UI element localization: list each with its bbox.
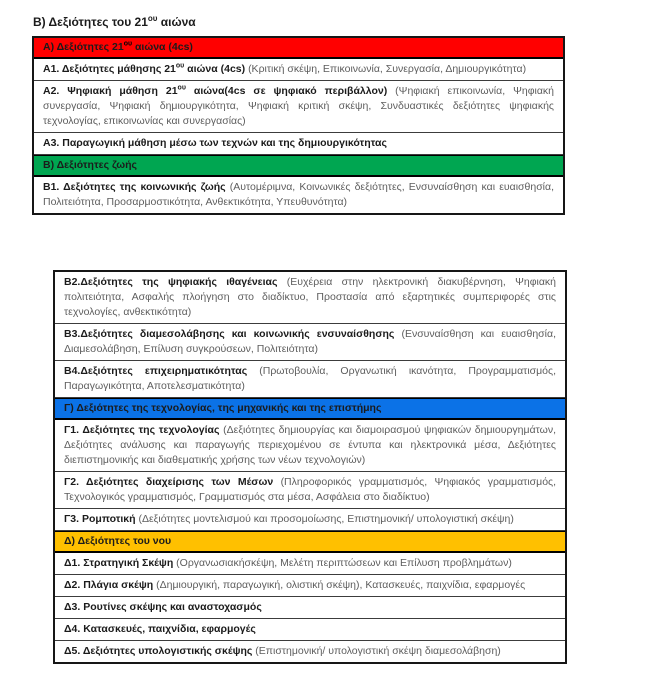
skill-title-text: Γ1. Δεξιότητες της τεχνολογίας	[64, 424, 224, 436]
skill-detail-text: (Οργανωσιακήσκέψη, Μελέτη περιπτώσεων και Επίλυση προβλημάτων)	[176, 557, 512, 569]
section-header-label: Β) Δεξιότητες ζωής	[43, 159, 137, 171]
page-title-pre: Β) Δεξιότητες του 21	[33, 15, 148, 29]
skill-title-text-continued: αιώνα (4cs)	[184, 63, 249, 75]
skill-row	[34, 59, 563, 81]
section-header-label: Α) Δεξιότητες 21	[43, 41, 124, 53]
skill-row	[55, 619, 565, 641]
skill-detail-text: (Κριτική σκέψη, Επικοινωνία, Συνεργασία, Δημιουργικότητα)	[248, 63, 527, 75]
skill-row	[55, 597, 565, 619]
section-header-row	[34, 38, 563, 59]
skill-row	[34, 177, 563, 213]
section-header-row	[34, 155, 563, 177]
skill-row	[55, 272, 565, 324]
skill-title-text: Β1. Δεξιότητες της κοινωνικής ζωής	[43, 181, 230, 193]
skill-title-text: Β4.Δεξιότητες επιχειρηματικότητας	[64, 365, 260, 377]
skill-detail-text: (Πληροφορικός γραμματισμός, Ψηφιακός γραμματισμός, Τεχνολογικός γραμματισμός, Γραμματισμός στα μέσα, Ασφάλεια στο διαδίκτυο)	[64, 476, 557, 503]
skill-detail-text: (Αυτομέριμνα, Κοινωνικές δεξιότητες, Ενσυναίσθηση και ευαισθησία, Πολιτειότητα, Προσαρμοστικότητα, Ανθεκτικότητα, Υπευθυνότητα)	[43, 181, 554, 208]
skill-title-text: Δ3. Ρουτίνες σκέψης και αναστοχασμός	[64, 601, 262, 613]
skill-detail-text: (Δεξιότητες μοντελισμού και προσομοίωσης, Επιστημονική/ υπολογιστική σκέψη)	[138, 513, 514, 525]
section-header-label: Γ) Δεξιότητες της τεχνολογίας, της μηχανικής και της επιστήμης	[64, 402, 382, 414]
skill-detail-text: (Ευχέρεια στην ηλεκτρονική διακυβέρνηση, Ψηφιακή πολιτειότητα, Ασφαλής πλοήγηση στο διαδίκτυο, Προστασία από εξαρτητικές συμπεριφορές στις τεχνολογίες, ανθεκτικότητα)	[64, 276, 556, 318]
skill-title-text: Δ5. Δεξιότητες υπολογιστικής σκέψης	[64, 645, 256, 657]
skill-title-text: Γ3. Ρομποτική	[64, 513, 139, 525]
skill-row	[34, 81, 563, 133]
skill-row	[55, 361, 565, 398]
skill-title-text-continued: αιώνα(4cs σε ψηφιακό περιβάλλον)	[185, 85, 396, 97]
skill-title-text: Α1. Δεξιότητες μάθησης 21	[43, 63, 176, 75]
skill-title-text: Γ2. Δεξιότητες διαχείρισης των Μέσων	[64, 476, 281, 488]
skill-row	[55, 472, 565, 509]
skill-detail-text: (Δημιουργική, παραγωγική, ολιστική σκέψη), Κατασκευές, παιχνίδια, εφαρμογές	[156, 579, 526, 591]
skill-row	[55, 420, 565, 472]
skill-title-text: Β2.Δεξιότητες της ψηφιακής ιθαγένειας	[64, 276, 287, 288]
page-title-post: αιώνα	[157, 15, 196, 29]
section-header-label: Δ) Δεξιότητες του νου	[64, 535, 172, 547]
skills-table-b-c-d	[53, 270, 567, 664]
skill-detail-text: (Δεξιότητες δημιουργίας και διαμοιρασμού ψηφιακών δημιουργημάτων, Δεξιότητες ανάλυσης και παραγωγής περιεχομένου σε έντυπα και ηλεκτρονικά μέσα, Δεξιότητες διεπιστημονικής και διαθεματικής χρήσης των νέων τεχνολογιών)	[64, 424, 556, 466]
skill-title-text: Α2. Ψηφιακή μάθηση 21	[43, 85, 178, 97]
skill-title-text: Δ1. Στρατηγική Σκέψη	[64, 557, 177, 569]
skill-row	[55, 641, 565, 662]
skill-row	[55, 509, 565, 531]
skill-row	[55, 575, 565, 597]
skill-title-text: Α3. Παραγωγική μάθηση μέσω των τεχνών και της δημιουργικότητας	[43, 137, 387, 149]
page-title-superscript: ου	[147, 14, 158, 23]
skill-title-text: Δ2. Πλάγια σκέψη	[64, 579, 157, 591]
ordinal-superscript: ου	[123, 40, 133, 48]
skill-title-text-continued: αιώνα (4cs)	[132, 41, 193, 53]
skill-detail-text: (Ψηφιακή επικοινωνία, Ψηφιακή συνεργασία, Ψηφιακή δημιουργικότητα, Ψηφιακή κριτική σκέψη, Συνδυαστικές δεξιότητες ψηφιακής τεχνολογίας, επικοινωνίας και συνεργασίας)	[43, 85, 554, 127]
section-header-row	[55, 398, 565, 420]
page-title	[33, 14, 196, 29]
skill-row	[34, 133, 563, 155]
skill-title-text: Δ4. Κατασκευές, παιχνίδια, εφαρμογές	[64, 623, 256, 635]
skill-detail-text: (Ενσυναίσθηση και ευαισθησία, Διαμεσολάβηση, Επίλυση συγκρούσεων, Πολιτειότητα)	[64, 328, 556, 355]
skill-title-text: Β3.Δεξιότητες διαμεσολάβησης και κοινωνικής ενσυναίσθησης	[64, 328, 402, 340]
skill-detail-text: (Επιστημονική/ υπολογιστική σκέψη διαμεσολάβηση)	[255, 645, 501, 657]
skill-row	[55, 553, 565, 575]
section-header-row	[55, 531, 565, 553]
skill-row	[55, 324, 565, 361]
skills-table-a-b	[32, 36, 565, 215]
ordinal-superscript: ου	[175, 62, 185, 70]
ordinal-superscript: ου	[177, 84, 186, 92]
skill-detail-text: (Πρωτοβουλία, Οργανωτική ικανότητα, Προγραμματισμός, Παραγωγικότητα, Αποτελεσματικότητα)	[64, 365, 557, 392]
